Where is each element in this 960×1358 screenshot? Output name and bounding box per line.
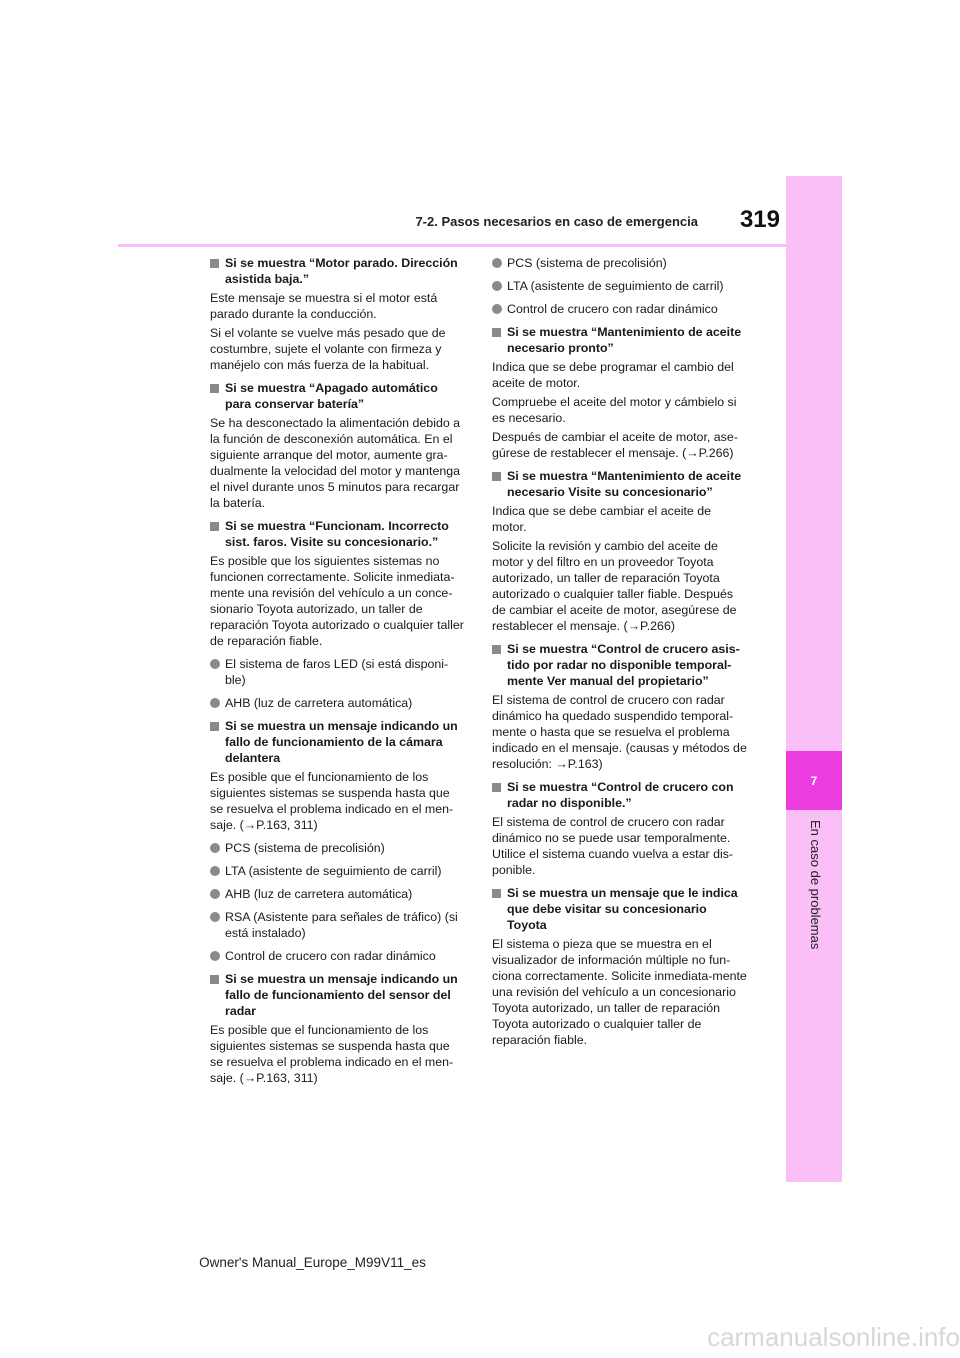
section-title: 7-2. Pasos necesarios en caso de emergencia	[415, 214, 698, 229]
left-column	[210, 255, 466, 1093]
chapter-number: 7	[810, 773, 818, 788]
footer-document-id: Owner's Manual_Europe_M99V11_es	[199, 1255, 426, 1270]
body-paragraph: Es posible que el funcionamiento de los siguientes sistemas se suspenda hasta que se resuelva el problema indicado en el men-saje. (→P.163, 311)	[210, 1023, 454, 1085]
body-paragraph: Es posible que el funcionamiento de los siguientes sistemas se suspenda hasta que se resuelva el problema indicado en el men-saje. (→P.163, 311)	[210, 770, 454, 832]
section-heading: Si se muestra un mensaje indicando un fallo de funcionamiento de la cámara delantera	[210, 718, 466, 766]
bullet-item: El sistema de faros LED (si está disponi-ble)	[210, 656, 466, 688]
page-number: 319	[739, 206, 780, 233]
section-heading: Si se muestra “Apagado automático para conservar batería”	[210, 380, 466, 412]
right-column	[492, 255, 748, 1055]
body-paragraph: Es posible que los siguientes sistemas no funcionen correctamente. Solicite inmediata-mente una revisión del vehículo a un conce-sionario Toyota autorizado, un taller de reparación Toyota autorizado o cualquier taller de reparación fiable.	[210, 554, 464, 648]
body-paragraph: Después de cambiar el aceite de motor, ase-gúrese de restablecer el mensaje. (→P.266)	[492, 430, 738, 460]
bullet-item: LTA (asistente de seguimiento de carril)	[492, 278, 748, 294]
bullet-item: AHB (luz de carretera automática)	[210, 886, 466, 902]
section-heading: Si se muestra “Mantenimiento de aceite necesario pronto”	[492, 324, 748, 356]
chapter-side-tab	[786, 176, 842, 1182]
chapter-label: En caso de problemas	[808, 820, 823, 950]
body-paragraph: Este mensaje se muestra si el motor está parado durante la conducción.	[210, 291, 438, 321]
body-paragraph: Solicite la revisión y cambio del aceite de motor y del filtro en un proveedor Toyota autorizado, un taller de reparación Toyota autorizado o cualquier taller fiable. Después de cambiar el aceite de motor, asegúrese de restablecer el mensaje. (→P.266)	[492, 539, 737, 633]
body-paragraph: Si el volante se vuelve más pesado que de costumbre, sujete el volante con firmeza y manéjelo con más fuerza de la habitual.	[210, 326, 446, 372]
body-paragraph: El sistema de control de crucero con radar dinámico ha quedado suspendido temporal-mente o hasta que se resuelva el problema indicado en el mensaje. (causas y métodos de resolución: →P.163)	[492, 693, 747, 771]
section-heading: Si se muestra un mensaje que le indica que debe visitar su concesionario Toyota	[492, 885, 748, 933]
section-heading: Si se muestra un mensaje indicando un fallo de funcionamiento del sensor del radar	[210, 971, 466, 1019]
section-heading: Si se muestra “Control de crucero con radar no disponible.”	[492, 779, 748, 811]
section-heading: Si se muestra “Control de crucero asis-tido por radar no disponible temporal-mente Ver manual del propietario”	[492, 641, 748, 689]
bullet-item: Control de crucero con radar dinámico	[492, 301, 748, 317]
body-paragraph: Se ha desconectado la alimentación debido a la función de desconexión automática. En el siguiente arranque del motor, aumente gra-dualmente la velocidad del motor y mantenga el nivel durante unos 5 minutos para recargar la batería.	[210, 416, 461, 510]
body-paragraph: Indica que se debe programar el cambio del aceite de motor.	[492, 360, 734, 390]
section-heading: Si se muestra “Funcionam. Incorrecto sist. faros. Visite su concesionario.”	[210, 518, 466, 550]
watermark: carmanualsonline.info	[707, 1322, 960, 1352]
chapter-number-box	[786, 751, 842, 810]
bullet-item: PCS (sistema de precolisión)	[210, 840, 466, 856]
header-divider	[118, 244, 786, 247]
bullet-item: RSA (Asistente para señales de tráfico) (si está instalado)	[210, 909, 466, 941]
section-heading: Si se muestra “Motor parado. Dirección asistida baja.”	[210, 255, 466, 287]
bullet-item: Control de crucero con radar dinámico	[210, 948, 466, 964]
body-paragraph: El sistema o pieza que se muestra en el visualizador de información múltiple no fun-ciona correctamente. Solicite inmediata-mente una revisión del vehículo a un concesionario Toyota autorizado, un taller de reparación Toyota autorizado o cualquier taller de reparación fiable.	[492, 937, 747, 1047]
bullet-item: AHB (luz de carretera automática)	[210, 695, 466, 711]
bullet-item: PCS (sistema de precolisión)	[492, 255, 748, 271]
bullet-item: LTA (asistente de seguimiento de carril)	[210, 863, 466, 879]
body-paragraph: Compruebe el aceite del motor y cámbielo si es necesario.	[492, 395, 737, 425]
body-paragraph: El sistema de control de crucero con radar dinámico no se puede usar temporalmente. Utilice el sistema cuando vuelva a estar dis-ponible.	[492, 815, 734, 877]
section-heading: Si se muestra “Mantenimiento de aceite necesario Visite su concesionario”	[492, 468, 748, 500]
body-paragraph: Indica que se debe cambiar el aceite de motor.	[492, 504, 712, 534]
